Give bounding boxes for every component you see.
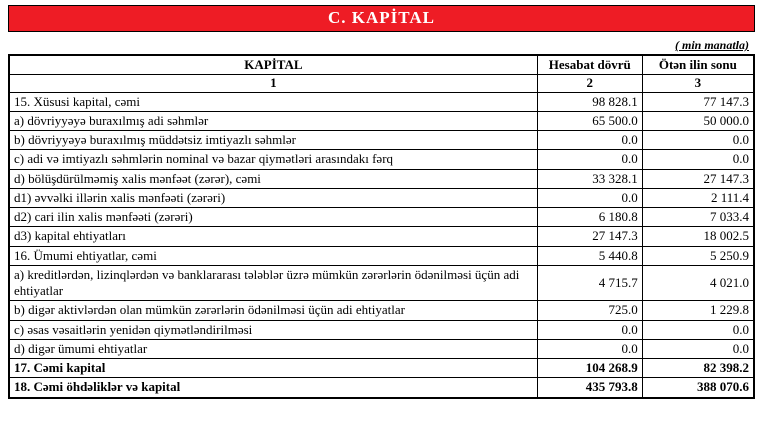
row-label: b) dövriyyəyə buraxılmış müddətsiz imtiyazlı səhmlər [9, 131, 537, 150]
value-oten-ilin-sonu: 4 021.0 [642, 265, 754, 301]
value-hesabat-dovru: 725.0 [537, 301, 642, 320]
table-row [9, 169, 754, 188]
value-hesabat-dovru: 65 500.0 [537, 111, 642, 130]
value-oten-ilin-sonu: 1 229.8 [642, 301, 754, 320]
value-hesabat-dovru: 104 268.9 [537, 359, 642, 378]
table-row [9, 378, 754, 398]
value-oten-ilin-sonu: 0.0 [642, 150, 754, 169]
value-oten-ilin-sonu: 50 000.0 [642, 111, 754, 130]
row-label: 17. Cəmi kapital [9, 359, 537, 378]
table-row [9, 301, 754, 320]
row-label: d1) əvvəlki illərin xalis mənfəəti (zərəri) [9, 188, 537, 207]
header-row [9, 55, 754, 75]
value-oten-ilin-sonu: 0.0 [642, 320, 754, 339]
row-label: a) dövriyyəyə buraxılmış adi səhmlər [9, 111, 537, 130]
value-oten-ilin-sonu: 77 147.3 [642, 92, 754, 111]
section-title: C. KAPİTAL [8, 5, 755, 32]
table-row [9, 265, 754, 301]
table-row [9, 92, 754, 111]
table-row [9, 359, 754, 378]
value-hesabat-dovru: 33 328.1 [537, 169, 642, 188]
value-hesabat-dovru: 0.0 [537, 320, 642, 339]
value-hesabat-dovru: 435 793.8 [537, 378, 642, 398]
table-row [9, 320, 754, 339]
value-oten-ilin-sonu: 82 398.2 [642, 359, 754, 378]
value-oten-ilin-sonu: 5 250.9 [642, 246, 754, 265]
column-number-row [9, 75, 754, 92]
value-hesabat-dovru: 0.0 [537, 131, 642, 150]
table-row [9, 208, 754, 227]
value-hesabat-dovru: 98 828.1 [537, 92, 642, 111]
row-label: d) digər ümumi ehtiyatlar [9, 339, 537, 358]
row-label: c) adi və imtiyazlı səhmlərin nominal və bazar qiymətləri arasındakı fərq [9, 150, 537, 169]
table-row [9, 131, 754, 150]
colnum-2: 2 [537, 75, 642, 92]
value-oten-ilin-sonu: 7 033.4 [642, 208, 754, 227]
value-hesabat-dovru: 4 715.7 [537, 265, 642, 301]
table-row [9, 227, 754, 246]
value-hesabat-dovru: 27 147.3 [537, 227, 642, 246]
value-oten-ilin-sonu: 0.0 [642, 339, 754, 358]
table-row [9, 246, 754, 265]
value-hesabat-dovru: 0.0 [537, 188, 642, 207]
value-oten-ilin-sonu: 388 070.6 [642, 378, 754, 398]
value-hesabat-dovru: 6 180.8 [537, 208, 642, 227]
value-oten-ilin-sonu: 0.0 [642, 131, 754, 150]
row-label: 15. Xüsusi kapital, cəmi [9, 92, 537, 111]
table-row [9, 188, 754, 207]
row-label: d3) kapital ehtiyatları [9, 227, 537, 246]
header-hesabat-dovru: Hesabat dövrü [537, 55, 642, 75]
table-row [9, 339, 754, 358]
table-body [9, 92, 754, 398]
value-hesabat-dovru: 0.0 [537, 150, 642, 169]
row-label: b) digər aktivlərdən olan mümkün zərərlərin ödənilməsi üçün adi ehtiyatlar [9, 301, 537, 320]
value-oten-ilin-sonu: 2 111.4 [642, 188, 754, 207]
capital-table [8, 54, 755, 399]
unit-note: ( min manatla) [674, 38, 749, 52]
header-oten-ilin-sonu: Ötən ilin sonu [642, 55, 754, 75]
value-hesabat-dovru: 0.0 [537, 339, 642, 358]
table-row [9, 111, 754, 130]
row-label: 18. Cəmi öhdəliklər və kapital [9, 378, 537, 398]
row-label: d2) cari ilin xalis mənfəəti (zərəri) [9, 208, 537, 227]
colnum-1: 1 [9, 75, 537, 92]
row-label: 16. Ümumi ehtiyatlar, cəmi [9, 246, 537, 265]
row-label: c) əsas vəsaitlərin yenidən qiymətləndirilməsi [9, 320, 537, 339]
colnum-3: 3 [642, 75, 754, 92]
value-oten-ilin-sonu: 27 147.3 [642, 169, 754, 188]
header-kapital: KAPİTAL [9, 55, 537, 75]
value-hesabat-dovru: 5 440.8 [537, 246, 642, 265]
value-oten-ilin-sonu: 18 002.5 [642, 227, 754, 246]
row-label: a) kreditlərdən, lizinqlərdən və banklararası tələblər üzrə mümkün zərərlərin ödənilməsi üçün adi ehtiyatlar [9, 265, 537, 301]
row-label: d) bölüşdürülməmiş xalis mənfəət (zərər), cəmi [9, 169, 537, 188]
table-row [9, 150, 754, 169]
